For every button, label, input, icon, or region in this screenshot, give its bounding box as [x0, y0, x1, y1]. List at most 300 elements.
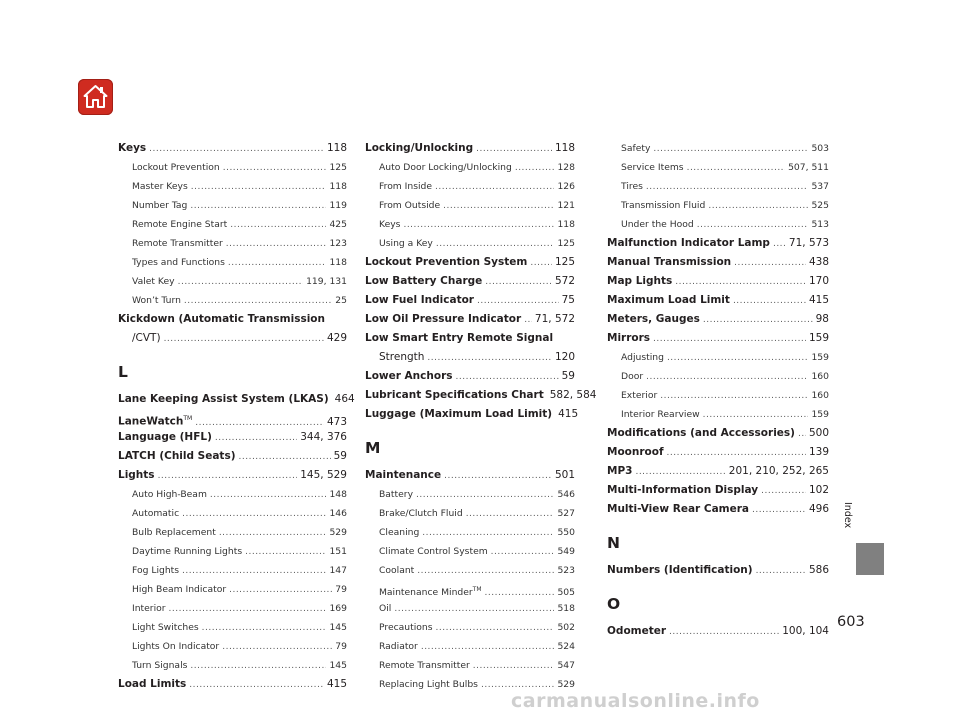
index-subentry[interactable]: [365, 177, 575, 196]
entry-term: Adjusting: [621, 352, 664, 363]
leader-dots: [417, 562, 554, 581]
index-entry[interactable]: [607, 481, 829, 500]
trademark-mark: TM: [183, 415, 193, 422]
entry-pages[interactable]: 79: [335, 584, 347, 595]
entry-pages[interactable]: 119, 131: [306, 276, 347, 287]
entry-pages[interactable]: 529: [329, 527, 347, 538]
entry-term: Language (HFL): [118, 431, 212, 443]
entry-pages[interactable]: 121: [557, 200, 575, 211]
leader-dots: [444, 467, 552, 486]
entry-pages[interactable]: 496: [808, 503, 829, 515]
index-entry[interactable]: [365, 367, 575, 386]
index-subentry[interactable]: [118, 196, 347, 215]
leader-dots: [708, 197, 808, 216]
leader-dots: [219, 524, 327, 543]
entry-term: Radiator: [379, 641, 418, 652]
index-subentry[interactable]: [365, 196, 575, 215]
entry-pages[interactable]: 59: [561, 370, 575, 382]
watermark: carmanualsonline.info: [511, 690, 760, 712]
leader-dots: [421, 638, 555, 657]
index-subentry[interactable]: [118, 158, 347, 177]
entry-term: Lockout Prevention System: [365, 256, 528, 268]
leader-dots: [697, 216, 809, 235]
leader-dots: [202, 619, 327, 638]
index-subentry[interactable]: [118, 291, 347, 310]
leader-dots: [443, 197, 554, 216]
entry-term: Remote Engine Start: [132, 219, 228, 230]
index-entry[interactable]: [365, 386, 597, 405]
entry-term: Lane Keeping Assist System (LKAS): [118, 393, 329, 405]
entry-term: Meters, Gauges: [607, 313, 700, 325]
index-entry[interactable]: [607, 622, 829, 641]
entry-term: Coolant: [379, 565, 415, 576]
index-subentry[interactable]: [118, 272, 347, 291]
entry-pages[interactable]: 145: [329, 660, 347, 671]
leader-dots: [164, 330, 324, 349]
entry-pages[interactable]: 25: [335, 295, 347, 306]
entry-term: Keys: [379, 219, 401, 230]
leader-dots: [158, 467, 298, 486]
entry-term: Multi-Information Display: [607, 484, 759, 496]
entry-pages[interactable]: 546: [557, 489, 575, 500]
index-subentry[interactable]: [607, 386, 829, 405]
entry-term: Safety: [621, 143, 651, 154]
entry-term: Service Items: [621, 162, 684, 173]
index-subentry[interactable]: [607, 177, 829, 196]
index-entry[interactable]: [607, 424, 829, 443]
leader-dots: [476, 140, 552, 159]
leader-dots: [230, 216, 326, 235]
entry-term: Tires: [621, 181, 643, 192]
entry-term: Lockout Prevention: [132, 162, 220, 173]
entry-term: Malfunction Indicator Lamp: [607, 237, 770, 249]
leader-dots: [436, 619, 555, 638]
entry-term: Climate Control System: [379, 546, 488, 557]
entry-term: Maximum Load Limit: [607, 294, 730, 306]
entry-term: Master Keys: [132, 181, 188, 192]
leader-dots: [427, 349, 552, 368]
leader-dots: [435, 178, 554, 197]
leader-dots: [798, 425, 806, 444]
entry-term: Replacing Light Bulbs: [379, 679, 478, 690]
index-subentry[interactable]: [118, 177, 347, 196]
section-letter: M: [365, 439, 381, 457]
entry-pages[interactable]: 415: [808, 294, 829, 306]
leader-dots: [222, 638, 332, 657]
entry-pages[interactable]: 159: [811, 409, 829, 420]
section-letter: L: [118, 363, 128, 381]
entry-pages[interactable]: 500: [808, 427, 829, 439]
index-subentry[interactable]: [118, 599, 347, 618]
entry-term: Low Fuel Indicator: [365, 294, 474, 306]
page-number: 603: [837, 614, 865, 630]
entry-term: Under the Hood: [621, 219, 694, 230]
index-subentry[interactable]: [118, 485, 347, 504]
entry-pages[interactable]: 147: [329, 565, 347, 576]
entry-pages[interactable]: 586: [808, 564, 829, 576]
entry-pages[interactable]: 572: [554, 275, 575, 287]
entry-pages[interactable]: 425: [329, 219, 347, 230]
entry-pages[interactable]: 505: [557, 587, 575, 599]
entry-term: Mirrors: [607, 332, 651, 344]
index-subentry[interactable]: [607, 215, 829, 234]
leader-dots: [416, 486, 554, 505]
index-subentry[interactable]: [365, 599, 575, 618]
leader-dots: [210, 486, 327, 505]
entry-pages[interactable]: 139: [808, 446, 829, 458]
index-subentry[interactable]: [365, 618, 575, 637]
entry-term: Turn Signals: [132, 660, 188, 671]
section-letter: N: [607, 534, 620, 552]
index-entry[interactable]: [118, 466, 347, 485]
leader-dots: [178, 273, 303, 292]
side-index-tab[interactable]: [856, 543, 884, 575]
entry-term: Low Battery Charge: [365, 275, 483, 287]
entry-term: Transmission Fluid: [621, 200, 706, 211]
entry-pages[interactable]: 464: [334, 393, 355, 405]
leader-dots: [149, 140, 324, 159]
leader-dots: [515, 159, 555, 178]
entry-term: Bulb Replacement: [132, 527, 216, 538]
entry-term: Remote Transmitter: [379, 660, 470, 671]
entry-pages[interactable]: 169: [329, 603, 347, 614]
entry-pages[interactable]: 159: [808, 332, 829, 344]
entry-term: Interior: [132, 603, 166, 614]
entry-term: Kickdown (Automatic Transmission: [118, 313, 325, 325]
entry-pages[interactable]: 98: [815, 313, 829, 325]
entry-term: Door: [621, 371, 644, 382]
section-letter: O: [607, 595, 621, 613]
index-subentry[interactable]: [365, 637, 575, 656]
entry-pages[interactable]: 118: [557, 219, 575, 230]
entry-term: Exterior: [621, 390, 658, 401]
entry-pages[interactable]: 145, 529: [300, 469, 347, 481]
index-subentry[interactable]: [365, 580, 575, 599]
index-entry[interactable]: [607, 561, 829, 580]
index-entry[interactable]: [607, 253, 829, 272]
entry-term: From Inside: [379, 181, 433, 192]
leader-dots: [675, 273, 806, 292]
index-entry[interactable]: [118, 310, 347, 329]
entry-pages[interactable]: 160: [811, 371, 829, 382]
index-subentry[interactable]: [607, 196, 829, 215]
entry-term: Luggage (Maximum Load Limit): [365, 408, 553, 420]
leader-dots: [635, 463, 725, 482]
leader-dots: [734, 254, 806, 273]
index-subentry[interactable]: [607, 139, 829, 158]
leader-dots: [245, 543, 326, 562]
index-subentry[interactable]: [118, 215, 347, 234]
index-subentry[interactable]: [365, 158, 575, 177]
entry-pages[interactable]: 125: [554, 256, 575, 268]
leader-dots: [184, 292, 332, 311]
leader-dots: [733, 292, 806, 311]
entry-pages[interactable]: 148: [329, 489, 347, 500]
index-entry[interactable]: [118, 139, 347, 158]
entry-term: Using a Key: [379, 238, 433, 249]
index-entry[interactable]: [118, 447, 347, 466]
entry-pages[interactable]: 344, 376: [300, 431, 347, 443]
leader-dots: [422, 524, 554, 543]
home-button[interactable]: [78, 79, 113, 115]
leader-dots: [229, 581, 332, 600]
index-entry[interactable]: [365, 348, 575, 367]
index-entry[interactable]: [607, 291, 829, 310]
entry-pages[interactable]: 125: [329, 162, 347, 173]
entry-term: Lower Anchors: [365, 370, 453, 382]
entry-pages[interactable]: 71, 573: [788, 237, 829, 249]
index-entry[interactable]: [118, 329, 347, 348]
entry-pages[interactable]: 529: [557, 679, 575, 690]
index-subentry[interactable]: [118, 542, 347, 561]
entry-term: Multi-View Rear Camera: [607, 503, 749, 515]
leader-dots: [223, 159, 327, 178]
entry-pages[interactable]: 170: [808, 275, 829, 287]
entry-pages[interactable]: 118: [554, 142, 575, 154]
leader-dots: [190, 197, 326, 216]
leader-dots: [646, 178, 809, 197]
index-subentry[interactable]: [607, 348, 829, 367]
entry-pages[interactable]: 537: [811, 181, 829, 192]
leader-dots: [239, 448, 331, 467]
index-entry[interactable]: [607, 272, 829, 291]
index-subentry[interactable]: [118, 637, 347, 656]
entry-term: From Outside: [379, 200, 441, 211]
leader-dots: [394, 600, 554, 619]
leader-dots: [667, 444, 806, 463]
entry-pages[interactable]: 118: [329, 181, 347, 192]
entry-pages[interactable]: 547: [557, 660, 575, 671]
leader-dots: [228, 254, 327, 273]
entry-pages[interactable]: 501: [554, 469, 575, 481]
index-subentry[interactable]: [607, 405, 829, 424]
entry-term: Keys: [118, 142, 147, 154]
entry-term: Low Smart Entry Remote Signal: [365, 332, 554, 344]
home-icon: [82, 83, 109, 110]
entry-term: Valet Key: [132, 276, 175, 287]
index-subentry[interactable]: [118, 580, 347, 599]
entry-term: Maintenance: [365, 469, 442, 481]
index-entry[interactable]: [118, 390, 355, 409]
leader-dots: [189, 676, 324, 695]
entry-pages[interactable]: 160: [811, 390, 829, 401]
index-subentry[interactable]: [365, 504, 575, 523]
index-subentry[interactable]: [365, 485, 575, 504]
leader-dots: [756, 562, 806, 581]
entry-pages[interactable]: 527: [557, 508, 575, 519]
leader-dots: [477, 292, 559, 311]
index-subentry[interactable]: [118, 561, 347, 580]
index-subentry[interactable]: [118, 504, 347, 523]
entry-pages[interactable]: 201, 210, 252, 265: [728, 465, 829, 477]
entry-pages[interactable]: 75: [561, 294, 575, 306]
entry-term: LaneWatch: [118, 415, 184, 428]
entry-pages[interactable]: 145: [329, 622, 347, 633]
entry-term: Lights: [118, 469, 155, 481]
entry-pages[interactable]: 128: [557, 162, 575, 173]
entry-pages[interactable]: 513: [811, 219, 829, 230]
index-entry[interactable]: [365, 405, 579, 424]
entry-pages[interactable]: 159: [811, 352, 829, 363]
leader-dots: [653, 140, 808, 159]
entry-term: Light Switches: [132, 622, 199, 633]
entry-term: Odometer: [607, 625, 667, 637]
entry-pages[interactable]: 118: [326, 142, 347, 154]
leader-dots: [669, 623, 779, 642]
leader-dots: [773, 235, 786, 254]
index-entry[interactable]: [118, 409, 347, 428]
entry-pages[interactable]: 102: [808, 484, 829, 496]
entry-pages[interactable]: 120: [554, 351, 575, 363]
leader-dots: [530, 254, 552, 273]
entry-pages[interactable]: 525: [811, 200, 829, 211]
entry-term: Interior Rearview: [621, 409, 700, 420]
index-column-3: [607, 139, 829, 641]
leader-dots: [466, 505, 555, 524]
entry-pages[interactable]: 549: [557, 546, 575, 557]
entry-term: Maintenance Minder: [379, 587, 473, 599]
index-entry[interactable]: [365, 291, 575, 310]
index-subentry[interactable]: [118, 253, 347, 272]
index-entry[interactable]: [365, 253, 575, 272]
leader-dots: [660, 387, 808, 406]
leader-dots: [687, 159, 786, 178]
leader-dots: [703, 311, 813, 330]
entry-pages[interactable]: 518: [557, 603, 575, 614]
index-subentry[interactable]: [118, 656, 347, 675]
entry-pages[interactable]: 100, 104: [782, 625, 829, 637]
entry-term: Won’t Turn: [132, 295, 181, 306]
index-subentry[interactable]: [365, 542, 575, 561]
index-subentry[interactable]: [118, 618, 347, 637]
entry-term: Precautions: [379, 622, 433, 633]
leader-dots: [761, 482, 806, 501]
index-entry[interactable]: [118, 428, 347, 447]
leader-dots: [653, 330, 806, 349]
index-column-2: [365, 139, 597, 694]
entry-pages[interactable]: 119: [329, 200, 347, 211]
entry-term: MP3: [607, 465, 633, 477]
index-entry[interactable]: [365, 139, 575, 158]
index-subentry[interactable]: [118, 234, 347, 253]
index-subentry[interactable]: [607, 367, 829, 386]
leader-dots: [436, 235, 555, 254]
leader-dots: [703, 406, 809, 425]
leader-dots: [667, 349, 809, 368]
entry-pages[interactable]: 503: [811, 143, 829, 154]
entry-pages[interactable]: 151: [329, 546, 347, 557]
leader-dots: [182, 562, 326, 581]
entry-pages[interactable]: 123: [329, 238, 347, 249]
entry-term: Auto Door Locking/Unlocking: [379, 162, 512, 173]
index-entry[interactable]: [607, 234, 829, 253]
index-subentry[interactable]: [118, 523, 347, 542]
index-subentry[interactable]: [365, 523, 575, 542]
index-entry[interactable]: [607, 500, 829, 519]
entry-pages[interactable]: 146: [329, 508, 347, 519]
entry-term: Types and Functions: [132, 257, 225, 268]
side-index-label[interactable]: Index: [842, 502, 853, 529]
entry-term: Cleaning: [379, 527, 420, 538]
entry-pages[interactable]: 415: [558, 408, 579, 420]
entry-pages[interactable]: 524: [557, 641, 575, 652]
leader-dots: [182, 505, 326, 524]
entry-term: Auto High-Beam: [132, 489, 207, 500]
index-subentry[interactable]: [365, 561, 575, 580]
entry-pages[interactable]: 429: [326, 332, 347, 344]
index-entry[interactable]: [607, 310, 829, 329]
leader-dots: [215, 429, 297, 448]
entry-pages[interactable]: 550: [557, 527, 575, 538]
entry-term: Lubricant Specifications Chart: [365, 389, 544, 401]
entry-term: Modifications (and Accessories): [607, 427, 795, 439]
entry-pages[interactable]: 473: [326, 415, 347, 428]
index-entry[interactable]: [365, 310, 575, 329]
index-subentry[interactable]: [365, 656, 575, 675]
index-entry[interactable]: [607, 443, 829, 462]
leader-dots: [456, 368, 559, 387]
entry-term: Number Tag: [132, 200, 188, 211]
entry-pages[interactable]: 502: [557, 622, 575, 633]
entry-pages[interactable]: 118: [329, 257, 347, 268]
index-entry[interactable]: [365, 272, 575, 291]
leader-dots: [403, 216, 554, 235]
index-entry[interactable]: [607, 329, 829, 348]
index-entry[interactable]: [607, 462, 829, 481]
leader-dots: [491, 543, 555, 562]
entry-pages[interactable]: 582, 584: [549, 389, 597, 401]
index-subentry[interactable]: [365, 215, 575, 234]
entry-term: Locking/Unlocking: [365, 142, 474, 154]
entry-term: Remote Transmitter: [132, 238, 223, 249]
entry-pages[interactable]: 438: [808, 256, 829, 268]
entry-term: Map Lights: [607, 275, 673, 287]
entry-term: High Beam Indicator: [132, 584, 227, 595]
leader-dots: [191, 178, 327, 197]
leader-dots: [190, 657, 326, 676]
leader-dots: [485, 273, 552, 292]
entry-pages[interactable]: 126: [557, 181, 575, 192]
entry-pages[interactable]: 59: [333, 450, 347, 462]
entry-term: Lights On Indicator: [132, 641, 220, 652]
entry-pages[interactable]: 523: [557, 565, 575, 576]
leader-dots: [169, 600, 327, 619]
entry-term: Brake/Clutch Fluid: [379, 508, 463, 519]
entry-pages[interactable]: 125: [557, 238, 575, 249]
entry-pages[interactable]: 71, 572: [534, 313, 575, 325]
index-entry[interactable]: [365, 329, 575, 348]
index-subentry[interactable]: [607, 158, 829, 177]
entry-term: Oil: [379, 603, 392, 614]
entry-term: Low Oil Pressure Indicator: [365, 313, 522, 325]
entry-term: Battery: [379, 489, 414, 500]
entry-term: Moonroof: [607, 446, 664, 458]
leader-dots: [226, 235, 327, 254]
index-entry[interactable]: [118, 675, 347, 694]
index-column-1: [118, 139, 355, 694]
leader-dots: [752, 501, 806, 520]
entry-pages[interactable]: 79: [335, 641, 347, 652]
entry-term: LATCH (Child Seats): [118, 450, 236, 462]
entry-pages[interactable]: 507, 511: [788, 162, 829, 173]
entry-term: Fog Lights: [132, 565, 180, 576]
leader-dots: [473, 657, 555, 676]
entry-pages[interactable]: 415: [326, 678, 347, 690]
leader-dots: [524, 311, 532, 330]
index-subentry[interactable]: [365, 234, 575, 253]
index-entry[interactable]: [365, 466, 575, 485]
entry-term: /CVT): [132, 332, 161, 344]
